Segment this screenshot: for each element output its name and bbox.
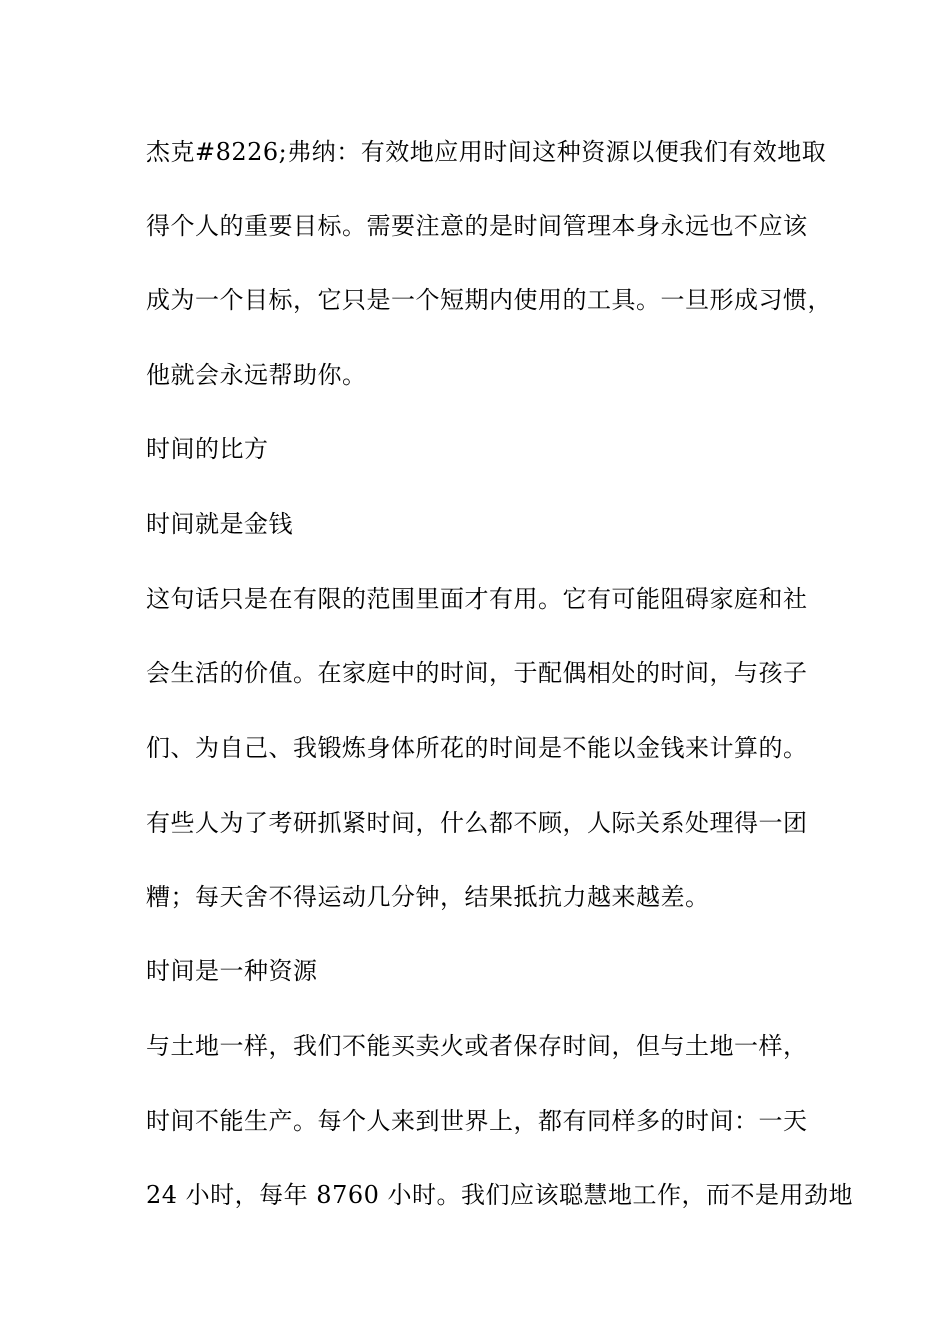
subsection-heading: 时间就是金钱 (146, 510, 293, 538)
paragraph-line: 会生活的价值。在家庭中的时间，于配偶相处的时间，与孩子 (146, 659, 808, 687)
paragraph-line: 他就会永远帮助你。 (146, 361, 367, 389)
paragraph-line: 与土地一样，我们不能买卖火或者保存时间，但与土地一样， (146, 1032, 808, 1060)
paragraph-line: 24 小时，每年 8760 小时。我们应该聪慧地工作，而不是用劲地 (146, 1181, 854, 1209)
paragraph-line: 们、为自己、我锻炼身体所花的时间是不能以金钱来计算的。 (146, 734, 808, 762)
paragraph-line: 这句话只是在有限的范围里面才有用。它有可能阻碍家庭和社 (146, 585, 808, 613)
paragraph-line: 成为一个目标，它只是一个短期内使用的工具。一旦形成习惯， (146, 286, 832, 314)
paragraph-line: 时间不能生产。每个人来到世界上，都有同样多的时间：一天 (146, 1107, 808, 1135)
paragraph-line: 有些人为了考研抓紧时间，什么都不顾，人际关系处理得一团 (146, 809, 808, 837)
subsection-heading: 时间是一种资源 (146, 957, 318, 985)
section-heading: 时间的比方 (146, 435, 269, 463)
paragraph-line: 得个人的重要目标。需要注意的是时间管理本身永远也不应该 (146, 212, 808, 240)
paragraph-line: 糟；每天舍不得运动几分钟，结果抵抗力越来越差。 (146, 883, 710, 911)
paragraph-line: 杰克#8226;弗纳：有效地应用时间这种资源以便我们有效地取 (146, 138, 827, 166)
